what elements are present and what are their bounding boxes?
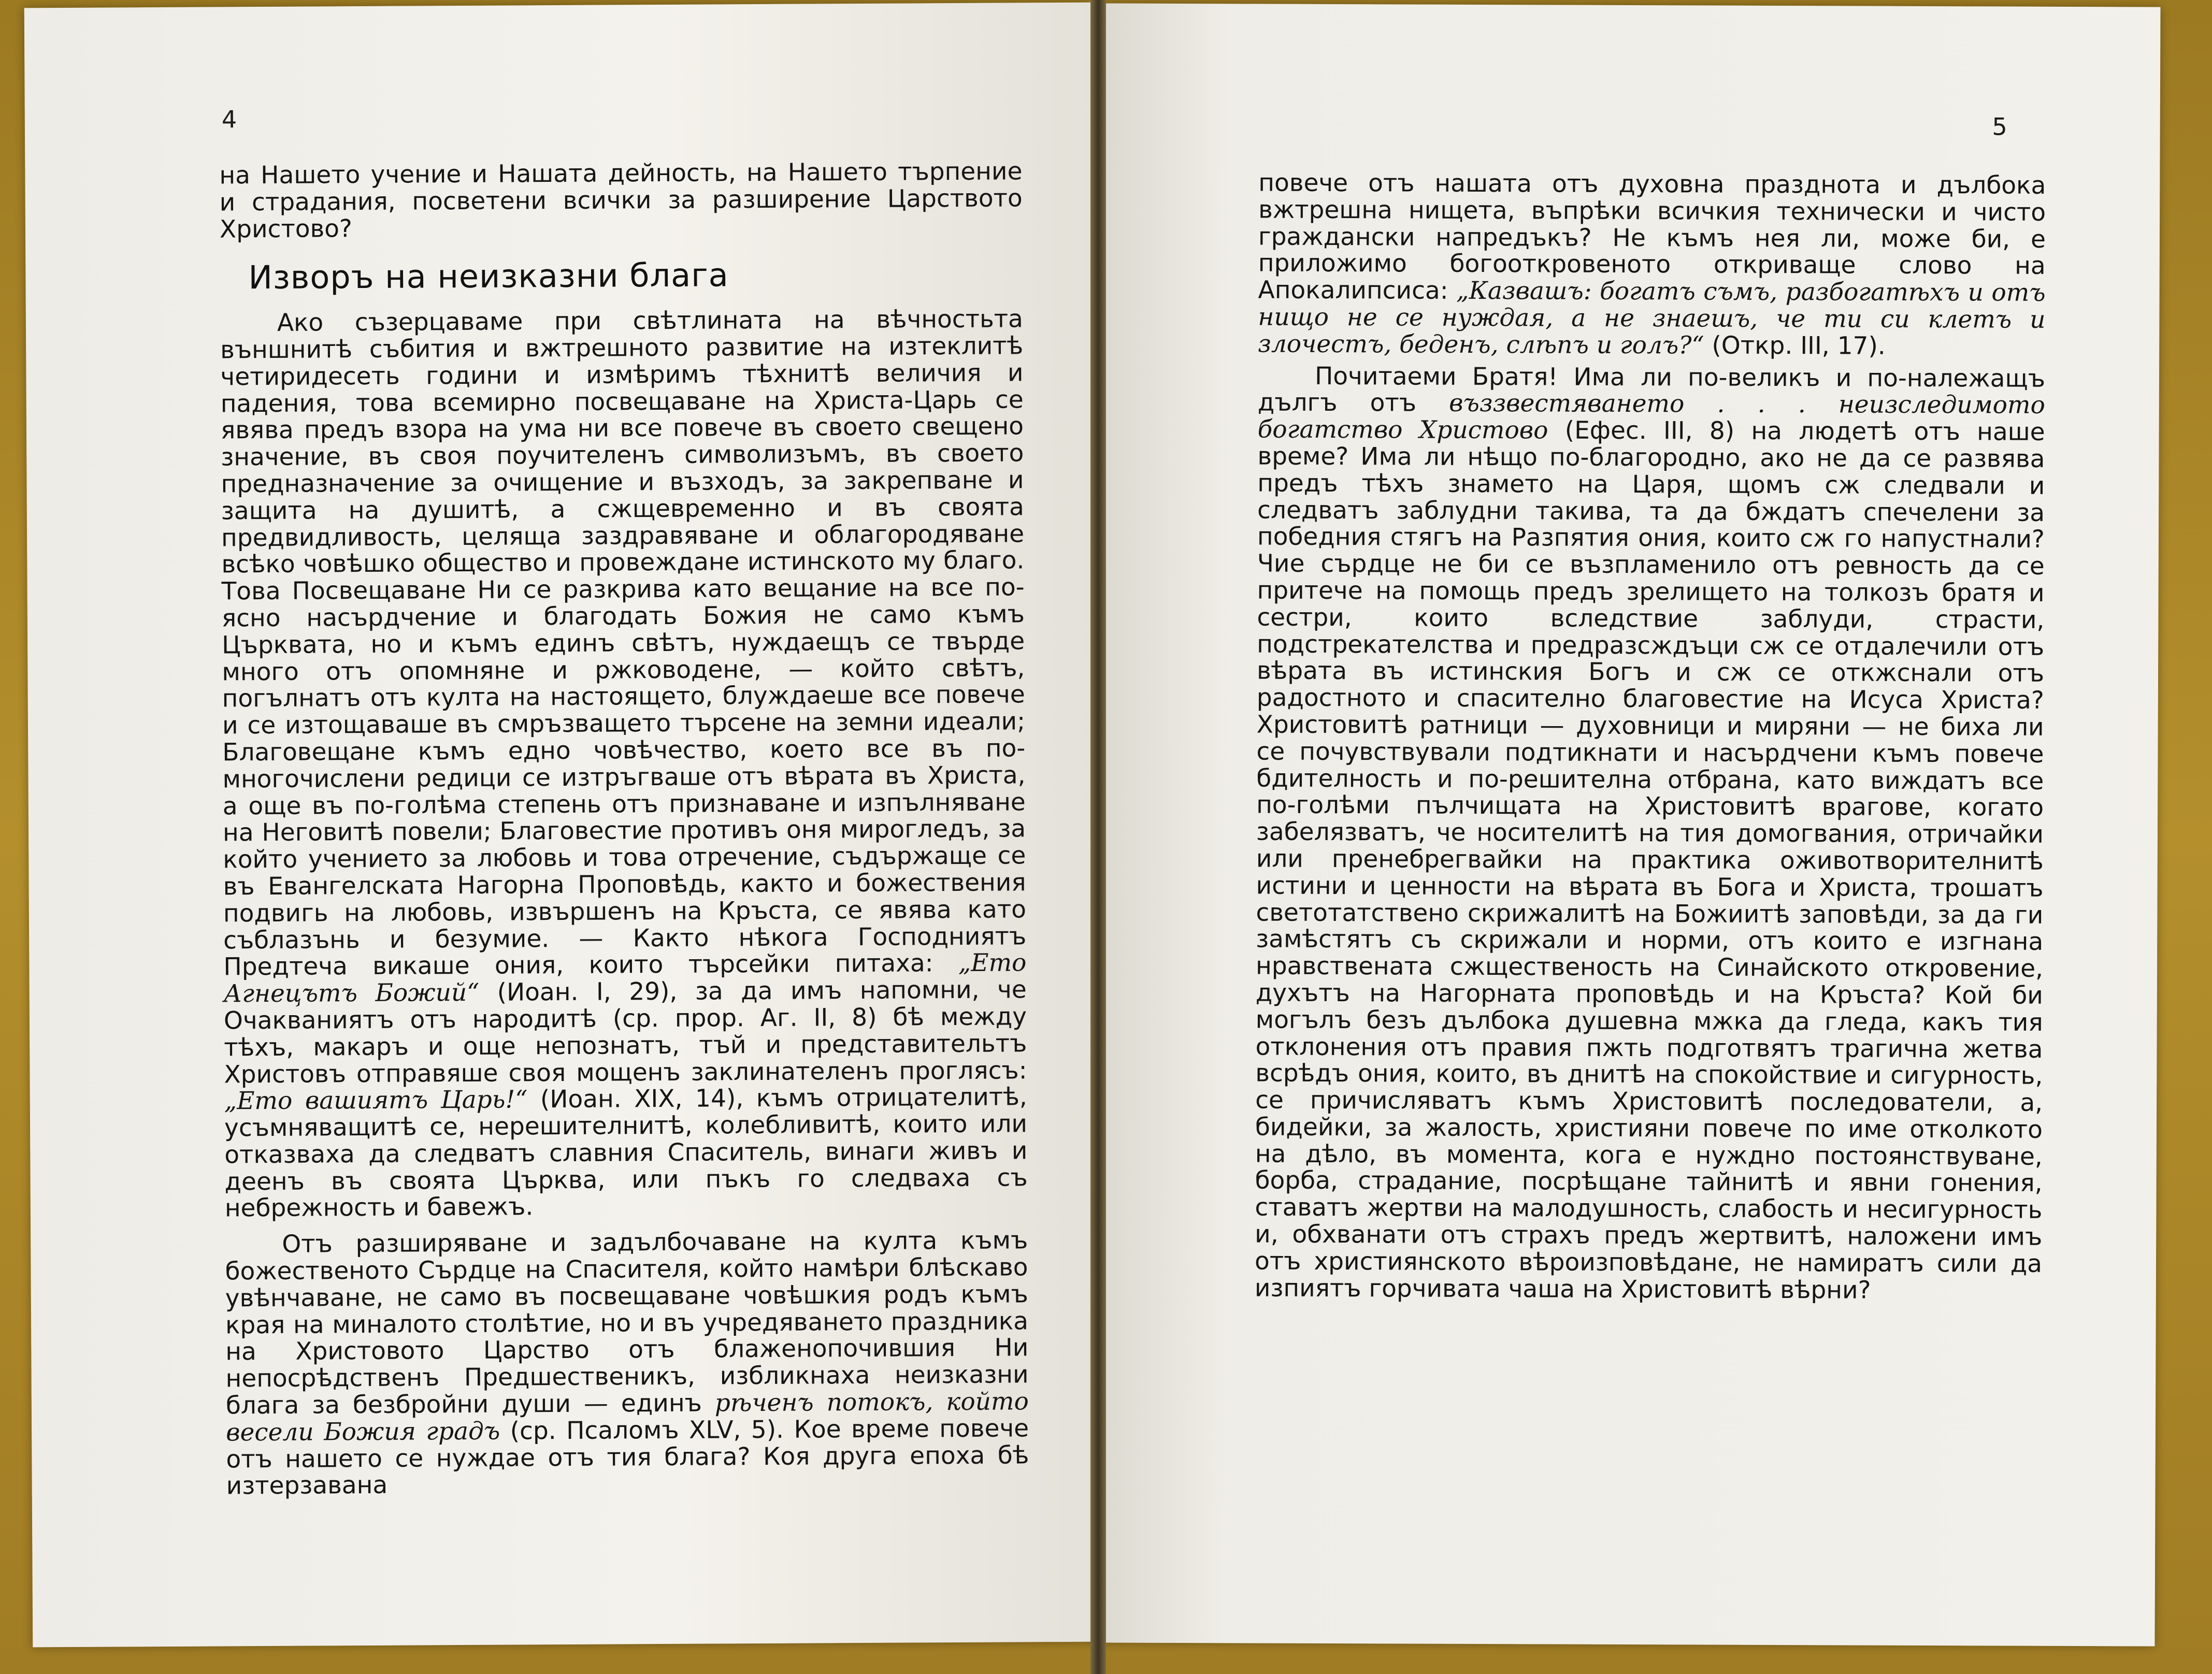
paragraph <box>220 306 1028 1222</box>
text-run: Почитаеми Братя! Има ли по-великъ и по-належащъ дългъ отъ <box>1257 362 2046 418</box>
text-run: (Иоан. I, 29), за да имъ напомни, че Очакваниятъ отъ народитѣ (ср. прор. Аг. II, 8) бѣ между тѣхъ, макаръ и още непознатъ, тъй и представительтъ Христовъ отправяше своя мощенъ заклинателенъ проглясъ: <box>223 975 1027 1089</box>
paragraph <box>1258 169 2046 360</box>
paragraph <box>225 1228 1029 1500</box>
page-number-right: 5 <box>1992 112 2007 141</box>
italic-quote: „Ето Агнецътъ Божий“ <box>223 948 1027 1008</box>
left-page <box>24 3 1100 1648</box>
text-run: (ср. Псаломъ XLV, 5). Кое време повече отъ нашето се нуждае отъ тия блага? Коя друга епоха бѣ изтерзавана <box>226 1414 1029 1500</box>
text-run: (Иоан. XIX, 14), къмъ отрицателитѣ, усъмняващитѣ се, нерешителнитѣ, колебливитѣ, които или отказваха да следватъ славния Спаситель, винаги живъ и деенъ въ своята Църква, или пъкъ го следваха съ небрежность и бавежъ. <box>224 1083 1028 1223</box>
section-heading: Изворъ на неизказни блага <box>248 256 729 297</box>
right-text-block <box>1255 169 2046 1304</box>
text-run: повече отъ нашата отъ духовна празднота и дълбока вжтрешна нищета, въпрѣки всичкия технически и чисто граждански напредъкъ? Не къмъ нея ли, може би, е приложимо богооткровеното откриваще слово на Апокалипсиса: <box>1258 168 2046 306</box>
italic-quote: въззвестяването . . . неизследимото богатство Христово <box>1257 389 2045 445</box>
text-run: (Откр. III, 17). <box>1704 331 1886 360</box>
italic-quote: „Казвашъ: богатъ съмъ, разбогатѣхъ и отъ нищо не се нуждая, а не знаешъ, че ти си клетъ и злочестъ, беденъ, слѣпъ и голъ?“ <box>1258 277 2046 360</box>
text-run: (Ефес. III, 8) на людетѣ отъ наше време? Има ли нѣщо по-благородно, ако не да се развява предъ тѣхъ знамето на Царя, щомъ сж следвали и следватъ заблудни такива, та да бждатъ спечелени за победния стягъ на Разпятия ония, които сж го напустнали? Чие сърдце не би се възпламенило отъ ревность да се притече на помощь предъ зрелището на толкозъ братя и сестри, които вследствие заблуди, страсти, подстрекателства и предразсждъци сж се отдалечили отъ вѣрата въ истинския Богъ и сж се откжснали отъ радостното и спасително благовестие на Исуса Христа? Христовитѣ ратници — духовници и миряни — не биха ли се почувствували подтикнати и насърдчени къмъ повече бдителность и по-решителна отбрана, като виждатъ все по-голѣми пълчищата на Христовитѣ врагове, когато забелязватъ, че носителитѣ на тия домогвания, отричайки или пренебрегвайки на практика оживотворителнитѣ истини и ценности на вѣрата въ Бога и Христа, трошатъ светотатствено скрижалитѣ на Божиитѣ заповѣди, за да ги замѣстятъ съ скрижали и норми, отъ които е изгнана нравствената сжщественость на Синайското откровение, духътъ на Нагорната проповѣдь и на Кръста? Кой би могълъ безъ дълбока душевна мжка да гледа, какъ тия отклонения отъ правия пжть подготвятъ трагична жетва всрѣдъ ония, които, въ днитѣ на спокойствие и сигурность, се причисляватъ къмъ Христовитѣ последователи, а, бидейки, за жалость, християни повече по име отколкото на дѣло, въ момента, кога е нуждно постоянствуване, борба, страдание, посрѣщане тайнитѣ и явни гонения, ставатъ жертви на малодушность, слабость и несигурность и, обхванати отъ страхъ предъ жертвитѣ, наложени имъ отъ християнското вѣроизповѣдане, не намиратъ сили да изпиятъ горчивата чаша на Христовитѣ вѣрни? <box>1254 416 2045 1305</box>
left-text-block <box>219 158 1029 1499</box>
right-page <box>1098 3 2160 1646</box>
paragraph <box>1255 363 2045 1304</box>
opening-paragraph: на Нашето учение и Нашата дейность, на Нашето търпение и страдания, посветени всички за разширение Царството Христово? <box>219 157 1023 244</box>
italic-quote: „Ето вашиятъ Царь!“ <box>224 1085 528 1116</box>
book-gutter <box>1090 0 1106 1674</box>
page-number-left: 4 <box>221 105 237 134</box>
italic-quote: рѣченъ потокъ, който весели Божия градъ <box>225 1387 1029 1447</box>
text-run: Ако съзерцаваме при свѣтлината на вѣчностьта външнитѣ събития и вжтрешното развитие на изтеклитѣ четиридесеть години и измѣримъ тѣхнитѣ величия и падения, това всемирно посвещаване на Христа-Царь се явява предъ взора на ума ни все повече въ своето свещено значение, въ своя поучителенъ символизъмъ, въ своето предназначение за очищение и възходъ, за закрепване и защита на душитѣ, а сжщевременно и въ своята предвидливость, целяща заздравяване и облагородяване всѣко човѣшко общество и провеждане истинското му благо. Това Посвещаване Ни се разкрива като вещание на все по-ясно насърдчение и благодать Божия не само къмъ Църквата, но и къмъ единъ свѣтъ, нуждаещъ се твърде много отъ опомняне и ржководене, — който свѣтъ, погълнатъ отъ култа на настоящето, блуждаеше все повече и се изтощаваше въ смръзващето търсене на земни идеали; Благовещане къмъ едно човѣчество, което все въ по-многочислени редици се изтръгваше отъ вѣрата въ Христа, а още въ по-голѣма степень отъ признаване и изпълняване на Неговитѣ повели; Благовестие противъ оня мирогледъ, за който учението за любовь и това отречение, съдържаще се въ Евангелската Нагорна Проповѣдь, както и божествения подвигь на любовь, извършенъ на Кръста, се явява като съблазънь и безумие. — Както нѣкога Господниятъ Предтеча викаше ония, които търсейки питаха: <box>220 305 1027 982</box>
text-run: Отъ разширяване и задълбочаване на култа къмъ божественото Сърдце на Спасителя, който намѣри блѣскаво увѣнчаване, не само въ посвещаване човѣшкия родъ къмъ края на миналото столѣтие, но и въ учредяването праздника на Христовото Царство отъ блаженопочившия Ни непосрѣдственъ Предшественикъ, избликнаха неизказни блага за безбройни души — единъ <box>225 1226 1029 1420</box>
